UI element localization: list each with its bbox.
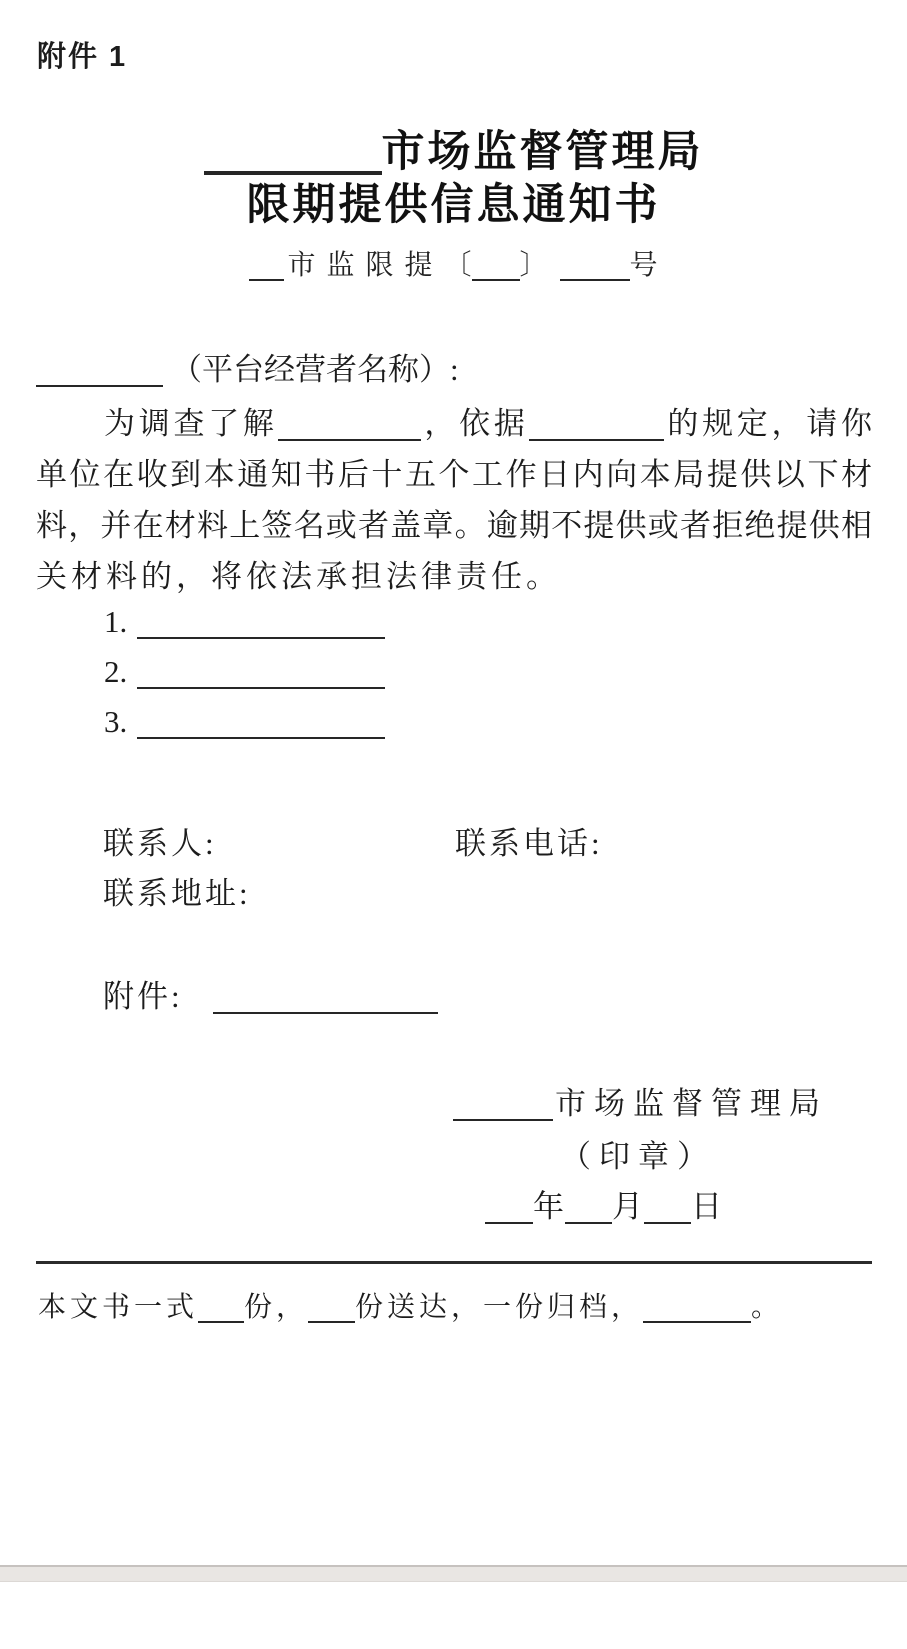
paragraph-seg-2: ，依据 <box>420 406 529 441</box>
material-list <box>104 597 385 747</box>
footer-extra-blank <box>643 1321 751 1323</box>
date-month-label: 月 <box>612 1189 644 1224</box>
signature-org-line <box>453 1078 828 1123</box>
date-day-label: 日 <box>691 1189 723 1224</box>
paragraph-line-3: 料，并在材料上签名或者盖章。逾期不提供或者拒绝提供相 <box>36 508 872 543</box>
page-separator-strip <box>0 1565 907 1582</box>
signature-seal-line: （印章） <box>560 1139 716 1174</box>
material-item-blank <box>137 737 385 739</box>
paragraph-line-4: 关材料的，将依法承担法律责任。 <box>36 559 561 594</box>
item-number: 2. <box>104 654 128 689</box>
material-item-blank <box>137 637 385 639</box>
doc-number-suffix: 号 <box>629 250 658 281</box>
paragraph-line-2: 单位在收到本通知书后十五个工作日内向本局提供以下材 <box>36 457 872 492</box>
attachment-field-blank <box>213 1012 438 1014</box>
contact-phone-label: 联系电话: <box>455 826 603 861</box>
signature-org-blank <box>453 1119 553 1121</box>
footer-seg-4: 。 <box>751 1292 784 1323</box>
attachment-number-label: 附件 1 <box>37 41 128 73</box>
date-year-label: 年 <box>533 1189 565 1224</box>
contact-address-label: 联系地址: <box>103 876 251 911</box>
date-year-blank <box>485 1222 533 1224</box>
attachment-field-label: 附件: <box>103 979 183 1014</box>
body-paragraph <box>36 398 872 602</box>
title-line-org <box>0 126 907 179</box>
paragraph-line-1 <box>36 398 872 449</box>
material-item-1 <box>104 597 385 647</box>
footer-seg-3: 份送达，一份归档， <box>355 1292 644 1323</box>
operator-name-blank <box>36 385 163 387</box>
paragraph-seg-3: 的规定，请你 <box>663 406 873 441</box>
copies-total-blank <box>198 1321 244 1323</box>
signature-org-text: 市场监督管理局 <box>555 1086 828 1121</box>
doc-number-line <box>0 243 907 283</box>
date-month-blank <box>565 1222 612 1224</box>
attachment-field-line <box>103 971 438 1016</box>
doc-number-region-blank <box>249 279 284 281</box>
material-item-blank <box>137 687 385 689</box>
salutation-line <box>36 344 459 389</box>
doc-number-serial-blank <box>560 279 630 281</box>
salutation-label: （平台经营者名称）: <box>171 352 459 387</box>
date-day-blank <box>644 1222 691 1224</box>
doc-number-bracket-open: 〔 <box>443 250 472 281</box>
doc-number-year-blank <box>472 279 520 281</box>
legal-basis-blank <box>529 439 664 441</box>
contact-row <box>103 818 872 863</box>
footer-seg-2: 份， <box>244 1292 309 1323</box>
copies-served-blank <box>308 1321 355 1323</box>
title-line-subject: 限期提供信息通知书 <box>246 182 661 229</box>
title-org-text: 市场监督管理局 <box>381 129 704 176</box>
document-title <box>0 126 907 232</box>
material-item-2 <box>104 647 385 697</box>
footer-copies-note <box>38 1285 783 1325</box>
signature-date-line <box>485 1181 723 1226</box>
item-number: 1. <box>104 604 128 639</box>
title-org-blank <box>204 171 382 175</box>
footer-seg-1: 本文书一式 <box>38 1292 199 1323</box>
paragraph-seg-1: 为调查了解 <box>104 406 278 441</box>
item-number: 3. <box>104 704 128 739</box>
investigation-matter-blank <box>278 439 421 441</box>
doc-number-bracket-close: 〕 <box>519 250 548 281</box>
contact-person-label: 联系人: <box>103 826 217 861</box>
footer-divider-rule <box>36 1261 872 1264</box>
material-item-3 <box>104 697 385 747</box>
doc-number-agency: 市监限提 <box>287 250 444 281</box>
